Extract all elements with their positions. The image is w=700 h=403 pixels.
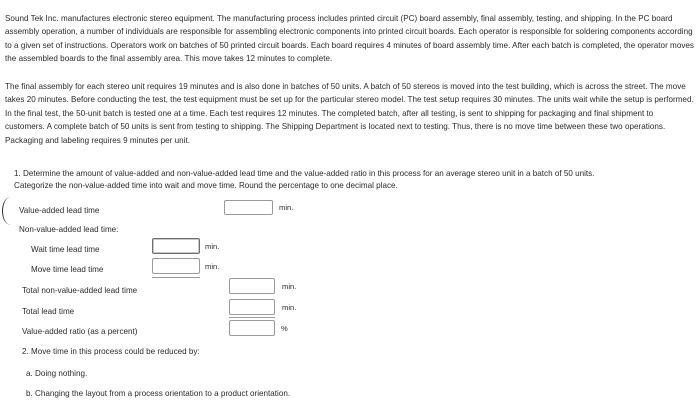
non-value-added-heading: Non-value-added lead time: [19, 225, 119, 234]
option-b[interactable]: b. Changing the layout from a process orientation to a product orientation. [26, 389, 291, 398]
problem-paragraph-2: The final assembly for each stereo unit requires 19 minutes and is also done in batches of 50 units. A batch of 50 stereos is moved into the test building, which is across the street. The move takes 20 minutes. Before conducting the test, the test equipment must be set up for the particular stereo model. The test setup requires 30 minutes. The units wait while the setup is performed. In the final test, the 50-unit batch is tested one at a time. Each test requires 12 minutes. The completed batch, after all testing, is sent to shipping for packaging and final shipment to customers. A complete batch of 50 units is sent from testing to shipping. The Shipping Department is located next to testing. Thus, there is no move time between these two operations. Packaging and labeling requires 9 minutes per unit. [5, 82, 694, 145]
move-time-input[interactable] [152, 258, 200, 274]
value-added-ratio-unit: % [281, 324, 288, 333]
option-a[interactable]: a. Doing nothing. [26, 369, 88, 378]
problem-paragraph-1: Sound Tek Inc. manufactures electronic stereo equipment. The manufacturing process includes printed circuit (PC) board assembly, final assembly, testing, and shipping. In the PC board assembly operation, a number of individuals are responsible for assembling electronic components into printed circuit boards. Each operator is responsible for soldering components according to a given set of instructions. Operators work on batches of 50 printed circuit boards. Each board requires 4 minutes of board assembly time. After each batch is completed, the operator moves the assembled boards to the final assembly area. This move takes 12 minutes to complete. [5, 14, 694, 64]
wait-time-label: Wait time lead time [31, 245, 100, 254]
wait-time-unit: min. [205, 242, 220, 251]
move-time-label: Move time lead time [31, 265, 104, 274]
total-non-value-added-label: Total non-value-added lead time [22, 286, 138, 295]
question-1-line-2: Categorize the non-value-added time into wait and move time. Round the percentage to one decimal place. [14, 181, 398, 190]
move-time-unit: min. [205, 262, 220, 271]
value-added-label: Value-added lead time [19, 206, 100, 215]
total-lead-time-unit: min. [282, 303, 297, 312]
value-added-ratio-input[interactable] [229, 320, 275, 336]
total-lead-time-input[interactable] [229, 299, 275, 315]
total-non-value-added-input[interactable] [229, 278, 275, 294]
subtotal-rule [152, 277, 200, 278]
total-rule [229, 317, 275, 318]
value-added-unit: min. [279, 203, 294, 212]
value-added-input[interactable] [224, 200, 273, 215]
total-non-value-added-unit: min. [282, 282, 297, 291]
question-2-prompt: 2. Move time in this process could be reduced by: [22, 347, 200, 356]
value-added-ratio-label: Value-added ratio (as a percent) [22, 327, 138, 336]
bracket-marker [2, 197, 19, 225]
wait-time-input[interactable] [152, 238, 200, 254]
total-lead-time-label: Total lead time [22, 307, 75, 316]
question-1-line-1: 1. Determine the amount of value-added and non-value-added lead time and the value-added ratio in this process for an average stereo unit in a batch of 50 units. [14, 169, 595, 178]
